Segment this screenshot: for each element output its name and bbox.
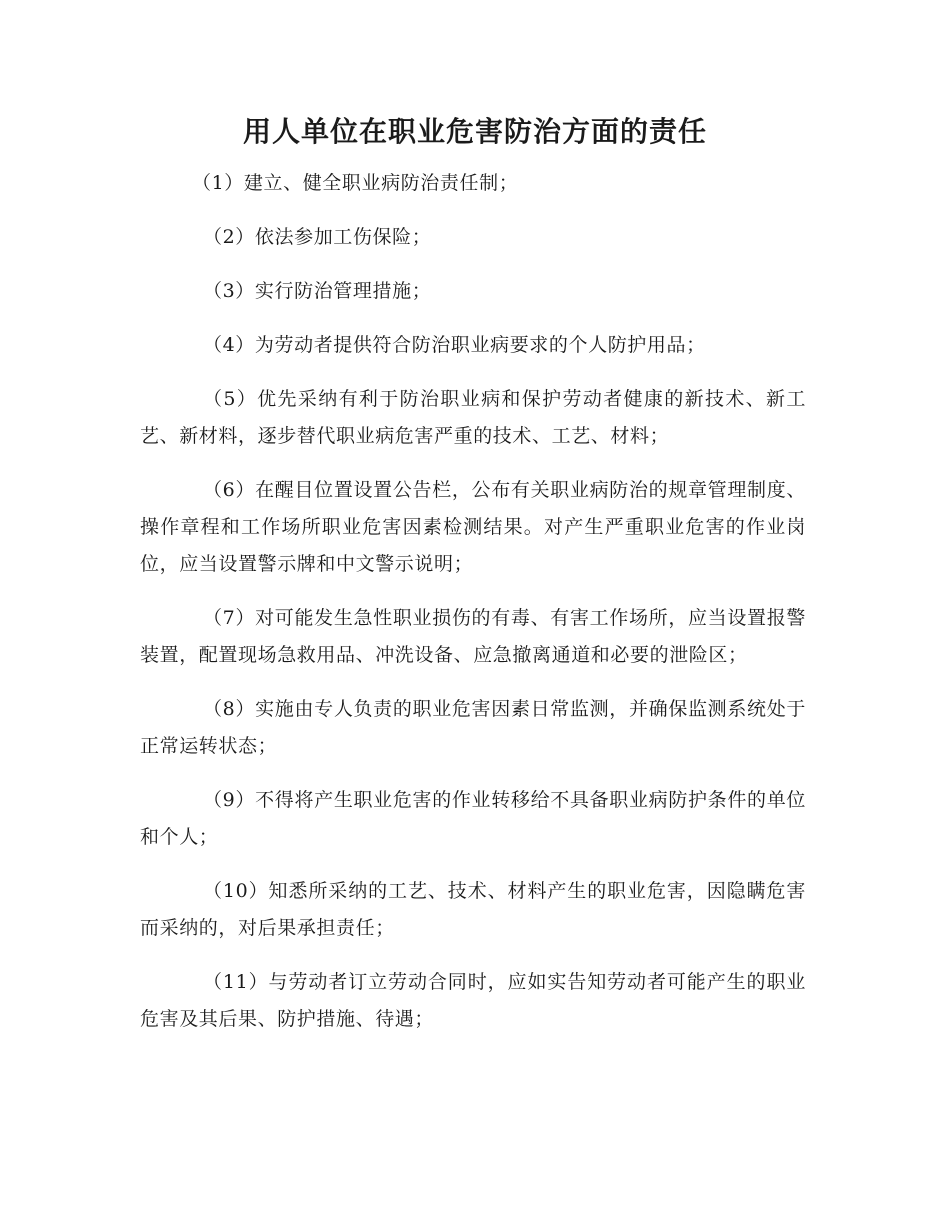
paragraph-7: （7）对可能发生急性职业损伤的有毒、有害工作场所，应当设置报警装置，配置现场急救用品、冲洗设备、应急撤离通道和必要的泄险区； xyxy=(140,607,806,666)
paragraph-9: （9）不得将产生职业危害的作业转移给不具备职业病防护条件的单位和个人； xyxy=(140,789,806,848)
paragraph-1: （1）建立、健全职业病防治责任制； xyxy=(192,172,519,194)
paragraph-4: （4）为劳动者提供符合防治职业病要求的个人防护用品； xyxy=(203,334,706,356)
paragraph-5: （5）优先采纳有利于防治职业病和保护劳动者健康的新技术、新工艺、新材料，逐步替代职业病危害严重的技术、工艺、材料； xyxy=(140,388,806,447)
paragraph-11: （11）与劳动者订立劳动合同时，应如实告知劳动者可能产生的职业危害及其后果、防护措施、待遇； xyxy=(140,971,806,1030)
paragraph-3: （3）实行防治管理措施； xyxy=(203,280,432,302)
document-title: 用人单位在职业危害防治方面的责任 xyxy=(242,115,707,148)
paragraph-2: （2）依法参加工伤保险； xyxy=(203,226,432,248)
paragraph-6: （6）在醒目位置设置公告栏，公布有关职业病防治的规章管理制度、操作章程和工作场所职业危害因素检测结果。对产生严重职业危害的作业岗位，应当设置警示牌和中文警示说明； xyxy=(140,479,806,575)
document-body xyxy=(140,165,806,1055)
paragraph-8: （8）实施由专人负责的职业危害因素日常监测，并确保监测系统处于正常运转状态； xyxy=(140,698,806,757)
paragraph-10: （10）知悉所采纳的工艺、技术、材料产生的职业危害，因隐瞒危害而采纳的，对后果承担责任； xyxy=(140,880,806,939)
